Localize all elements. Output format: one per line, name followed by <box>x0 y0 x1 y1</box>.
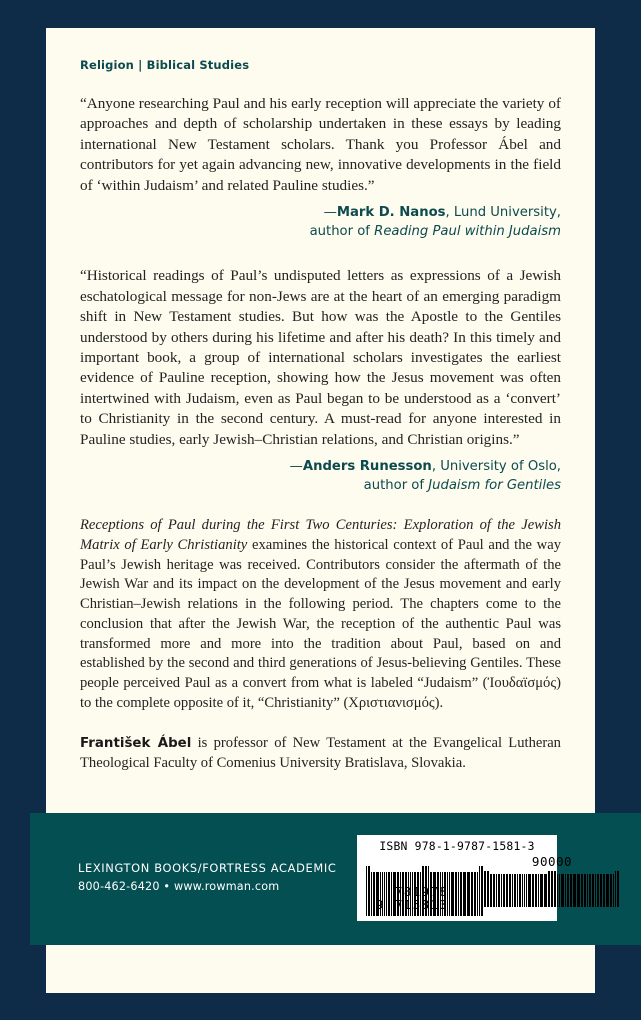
author-bio-text: is professor of New Testament at the Evangelical Lutheran Theological Faculty of Comenius University Bratislava, Slovakia. <box>80 734 561 771</box>
footer-band <box>30 813 641 945</box>
barcode-addon-group <box>484 855 620 917</box>
spacer-3 <box>80 714 561 734</box>
endorser-name-1: Mark D. Nanos <box>336 205 446 221</box>
book-description-body: examines the historical context of Paul and the way Paul’s Jewish heritage was received. Contributors consider the aftermath of the Jewish War and its impact on the development of the Jesus movement and early Christian–Jewish relations in the following period. The chapters come to the conclusion that after the Jewish War, the reception of the authentic Paul was transformed more and more into the tradition about Paul, based on and established by the second and third generations of Jesus-believing Gentiles. These people perceived Paul as a convert from what is labeled “Judaism” (Ἰουδαϊσμός) to the complete opposite of it, “Christianity” (Χριστιανισμός). <box>80 536 561 712</box>
spacer-2 <box>80 495 561 516</box>
author-of-label-2: author of <box>363 478 429 494</box>
content-panel <box>46 28 595 813</box>
endorser-affiliation-1: , Lund University, <box>445 205 561 221</box>
publisher-name: LEXINGTON BOOKS/FORTRESS ACADEMIC <box>78 861 337 875</box>
book-title: Receptions of Paul during the First Two Centuries: Exploration of the Jewish Matrix of Early Christianity <box>80 517 561 553</box>
barcode-addon-bars <box>484 871 620 907</box>
attribution-dash-2: — <box>289 459 303 475</box>
spacer-1 <box>80 241 561 266</box>
publisher-info <box>78 861 336 893</box>
endorser-work-1: Reading Paul within Judaism <box>374 224 561 240</box>
publisher-contact: 800-462-6420 • www.rowman.com <box>78 880 280 893</box>
author-bio <box>80 734 561 774</box>
endorser-affiliation-2: , University of Oslo, <box>431 459 561 475</box>
endorser-work-2: Judaism for Gentiles <box>428 478 561 494</box>
bottom-strip <box>46 945 595 993</box>
ean-main-digits: 781978 715813 <box>395 884 449 912</box>
endorsement-attribution-2 <box>80 457 561 495</box>
endorsement-quote-2: “Historical readings of Paul’s undisputed letters as expressions of a Jewish eschatological message for non-Jews are at the heart of an emerging paradigm shift in New Testament studies. But how was the Apostle to the Gentiles understood by others during his lifetime and after his death? In this timely and important book, a group of international scholars investigates the earliest evidence of Pauline reception, showing how the Jesus movement was often intertwined with Judaism, even as Paul began to be understood as a ‘convert’ to Christianity in the second century. A must-read for anyone interested in Pauline studies, early Jewish–Christian relations, and Christian origins.” <box>80 267 561 448</box>
endorsement-attribution-1 <box>80 203 561 241</box>
barcode-bars-row <box>366 854 573 916</box>
author-name: František Ábel <box>80 735 192 751</box>
book-description <box>80 516 561 714</box>
isbn-barcode <box>357 835 573 921</box>
author-of-label-1: author of <box>309 224 375 240</box>
category-label: Religion | Biblical Studies <box>80 58 250 72</box>
isbn-number: ISBN 978-1-9787-1581-3 <box>379 839 535 853</box>
endorsement-quote-1: “Anyone researching Paul and his early reception will appreciate the variety of approaches and depth of scholarship undertaken in these essays by leading international New Testament scholars. Thank you Professor Ábel and contributors for yet again advancing new, innovative developments in the field of ‘within Judaism’ and related Pauline studies.” <box>80 95 561 194</box>
barcode-main-group <box>366 855 484 916</box>
attribution-dash-1: — <box>323 205 337 221</box>
price-code: 90000 <box>531 854 573 870</box>
endorser-name-2: Anders Runesson <box>302 459 432 475</box>
ean-left-digit: 9 <box>376 896 384 912</box>
